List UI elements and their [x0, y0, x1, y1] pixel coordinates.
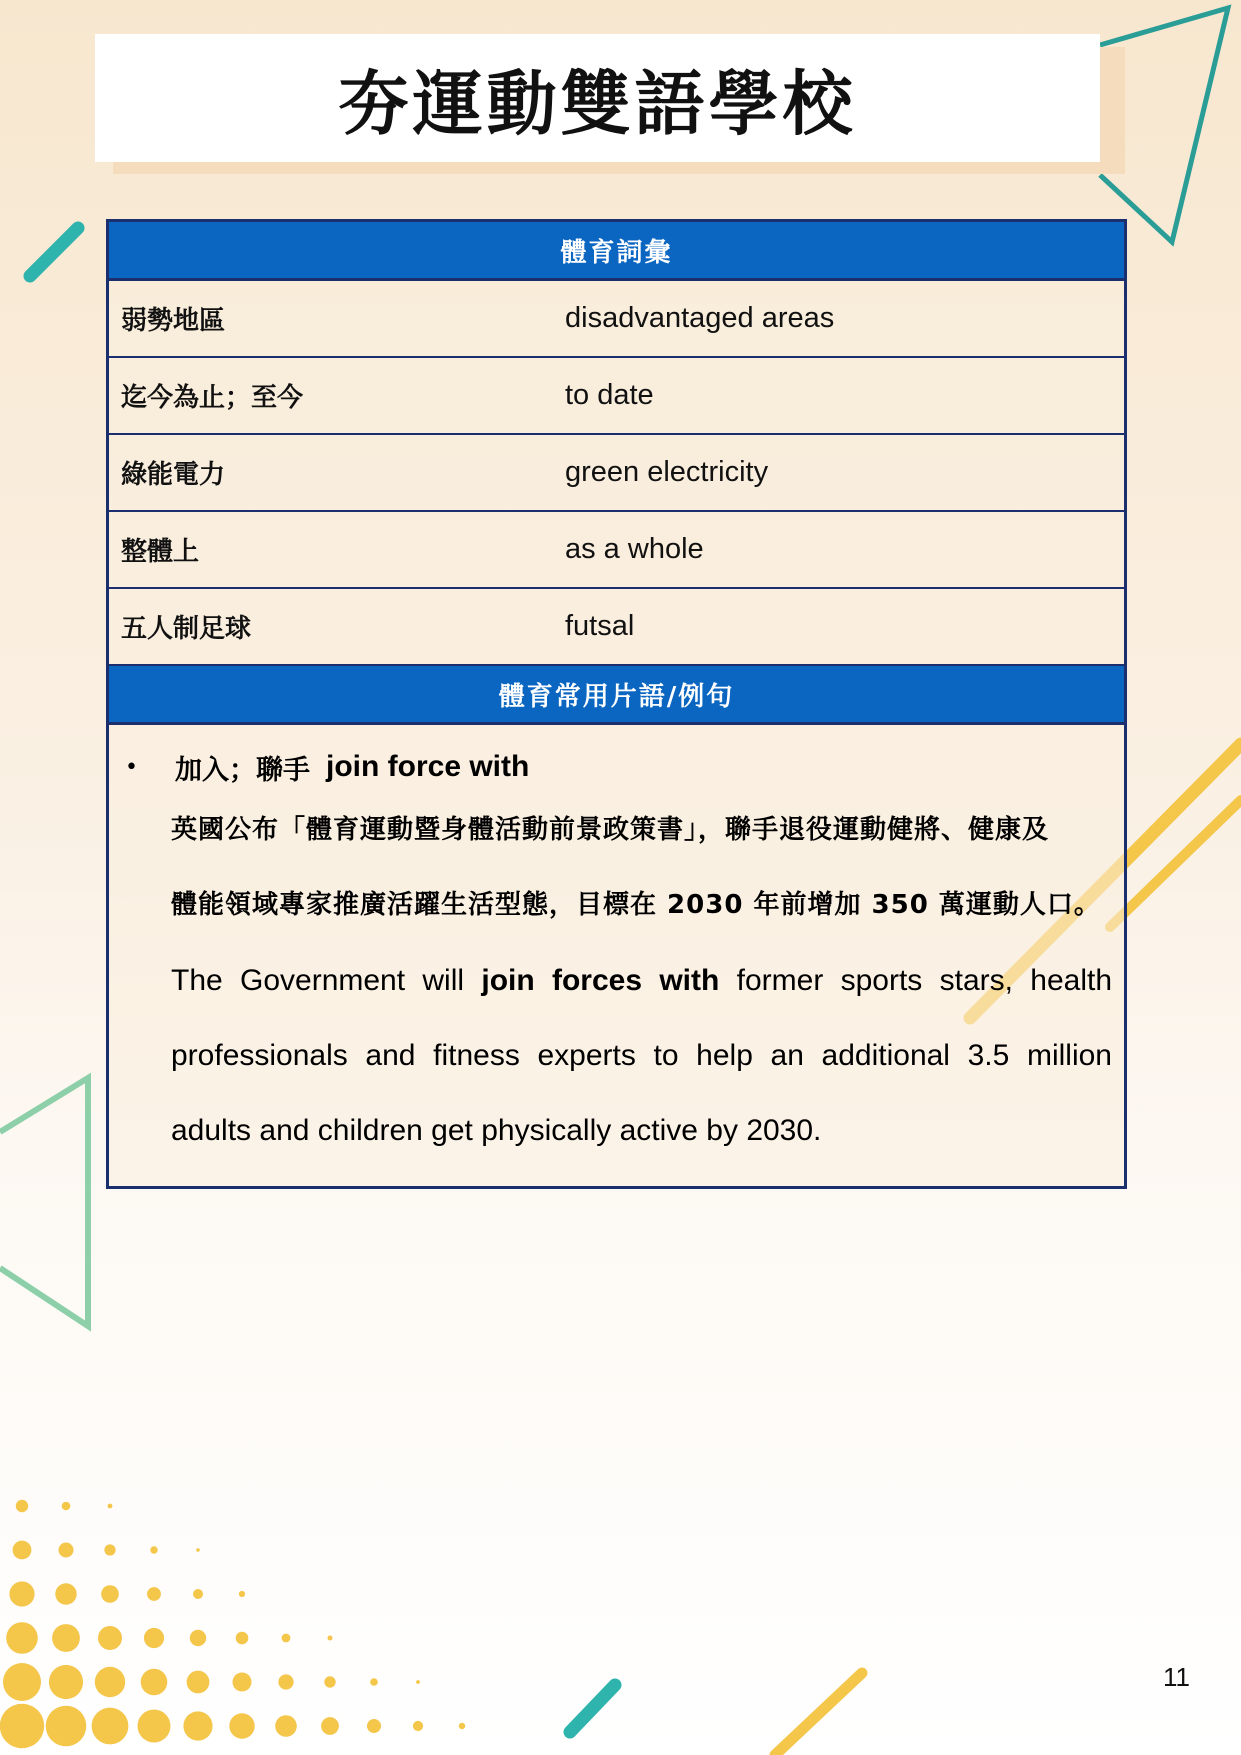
yellow-dot: [62, 1502, 71, 1511]
yellow-dot: [370, 1678, 378, 1686]
yellow-dot: [328, 1636, 333, 1641]
yellow-line-bottom: [775, 1673, 862, 1755]
yellow-dot: [98, 1626, 122, 1650]
yellow-dot: [6, 1622, 38, 1654]
page-number: 11: [1163, 1662, 1190, 1692]
yellow-dot: [59, 1543, 74, 1558]
vocab-header: 體育詞彙: [109, 222, 1124, 281]
yellow-dot: [16, 1500, 28, 1512]
yellow-dot: [324, 1676, 335, 1687]
yellow-dot: [46, 1706, 87, 1747]
yellow-dot: [95, 1667, 125, 1697]
yellow-dot: [0, 1704, 44, 1748]
yellow-dot: [183, 1711, 212, 1740]
vocab-zh: 迄今為止；至今: [121, 383, 304, 413]
phrase-section: [109, 725, 1124, 1186]
yellow-dot: [416, 1680, 420, 1684]
vocab-zh: 綠能電力: [121, 460, 226, 490]
vocab-en: disadvantaged areas: [565, 302, 835, 334]
example-en-start: The Government will: [171, 964, 482, 997]
teal-slash-top: [30, 228, 78, 276]
table-row: [109, 512, 1124, 589]
yellow-dot: [233, 1673, 252, 1692]
yellow-dot: [52, 1624, 80, 1652]
table-row: [109, 358, 1124, 435]
bullet-marker: •: [125, 754, 138, 780]
yellow-dot: [190, 1630, 206, 1646]
vocabulary-table: [106, 219, 1127, 1189]
table-row: [109, 589, 1124, 666]
example-zh-line: 英國公布「體育運動暨身體活動前景政策書」，聯手退役運動健將、健康及: [171, 815, 1050, 845]
yellow-dot: [101, 1585, 119, 1603]
vocab-zh: 整體上: [121, 537, 200, 567]
example-en-end: former sports stars, health professionals and fitness experts to help an additional 3.5 million adults and children get physically active by 2030.: [171, 964, 1113, 1147]
yellow-dot: [92, 1708, 129, 1745]
yellow-dot: [413, 1721, 423, 1731]
yellow-dot: [278, 1674, 293, 1689]
yellow-dot: [144, 1628, 164, 1648]
example-en-highlight: join forces with: [481, 964, 720, 997]
yellow-dot: [229, 1713, 254, 1738]
yellow-dot: [236, 1632, 249, 1645]
teal-slash-bottom: [570, 1685, 615, 1732]
vocab-en: green electricity: [565, 456, 769, 488]
phrases-header: 體育常用片語/例句: [109, 666, 1124, 725]
vocab-en: futsal: [565, 610, 635, 642]
yellow-dot: [108, 1504, 113, 1509]
yellow-dot: [282, 1634, 291, 1643]
yellow-dot: [3, 1663, 41, 1701]
yellow-dot: [367, 1719, 381, 1733]
yellow-dot-pattern: [0, 1500, 465, 1748]
phrase-heading-en: join force with: [326, 750, 530, 783]
phrase-heading: [121, 741, 1112, 793]
yellow-dot: [49, 1665, 83, 1699]
yellow-dot: [187, 1671, 210, 1694]
green-triangle-outline: [0, 1078, 88, 1326]
vocab-en: to date: [565, 379, 654, 411]
title-banner: [95, 34, 1100, 162]
yellow-dot: [150, 1546, 157, 1553]
yellow-dot: [9, 1581, 34, 1606]
yellow-dot: [193, 1589, 203, 1599]
table-row: [109, 435, 1124, 512]
vocab-zh: 弱勢地區: [121, 306, 226, 336]
yellow-dot: [321, 1717, 339, 1735]
yellow-dot: [196, 1548, 200, 1552]
yellow-dot: [141, 1669, 168, 1696]
yellow-dot: [239, 1591, 245, 1597]
table-row: [109, 281, 1124, 358]
example-block: [171, 793, 1112, 1168]
yellow-dot: [459, 1723, 465, 1729]
phrase-heading-zh: 加入；聯手: [175, 754, 310, 786]
yellow-dot: [104, 1544, 115, 1555]
example-zh-line: 體能領域專家推廣活躍生活型態，目標在 2030 年前增加 350 萬運動人口。: [171, 890, 1101, 920]
page-title: 夯運動雙語學校: [338, 62, 857, 145]
yellow-dot: [138, 1710, 171, 1743]
yellow-dot: [147, 1587, 161, 1601]
yellow-dot: [55, 1583, 76, 1604]
example-en-paragraph: [171, 943, 1112, 1168]
vocab-zh: 五人制足球: [121, 614, 252, 644]
yellow-dot: [13, 1541, 32, 1560]
vocab-en: as a whole: [565, 533, 704, 565]
yellow-dot: [275, 1715, 297, 1737]
